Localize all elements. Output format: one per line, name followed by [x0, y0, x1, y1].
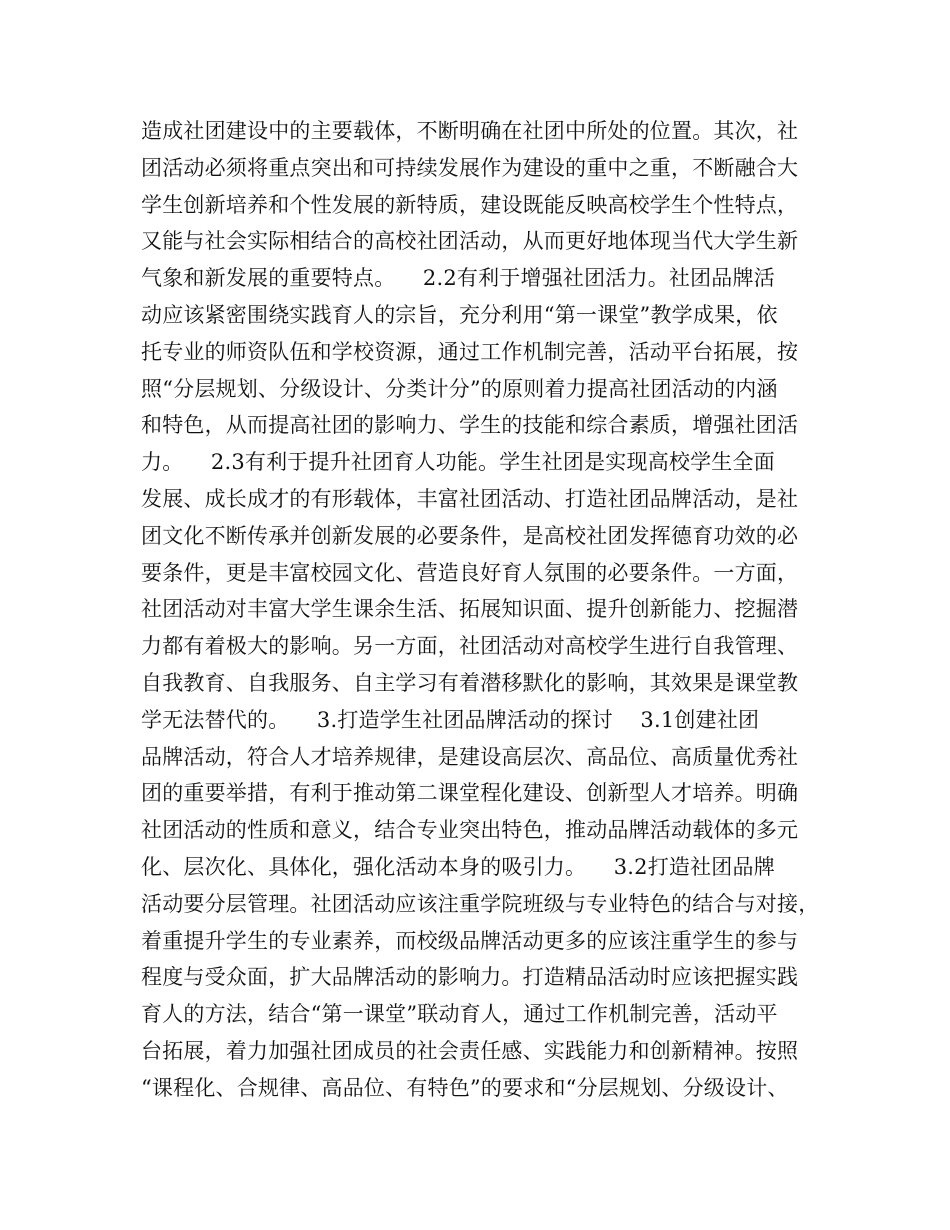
- text-line: 力都有着极大的影响。另一方面，社团活动对高校学生进行自我管理、: [141, 634, 799, 659]
- text-line: 照“分层规划、分级设计、分类计分”的原则着力提高社团活动的内涵: [141, 376, 778, 401]
- text-line: 学生创新培养和个性发展的新特质，建设既能反映高校学生个性特点，: [141, 192, 799, 217]
- text-line: 程度与受众面，扩大品牌活动的影响力。打造精品活动时应该把握实践: [141, 965, 799, 990]
- text-line: 托专业的师资队伍和学校资源，通过工作机制完善，活动平台拓展，按: [141, 339, 799, 364]
- text-line: 力。 2.3有利于提升社团育人功能。学生社团是实现高校学生全面: [141, 450, 775, 475]
- text-line: 气象和新发展的重要特点。 2.2有利于增强社团活力。社团品牌活: [141, 266, 775, 291]
- text-line: 社团活动对丰富大学生课余生活、拓展知识面、提升创新能力、挖掘潜: [141, 597, 799, 622]
- text-line: “课程化、合规律、高品位、有特色”的要求和“分层规划、分级设计、: [141, 1075, 789, 1100]
- text-line: 造成社团建设中的主要载体，不断明确在社团中所处的位置。其次，社: [141, 119, 799, 143]
- text-line: 学无法替代的。 3.打造学生社团品牌活动的探讨 3.1创建社团: [141, 707, 760, 732]
- text-line: 发展、成长成才的有形载体，丰富社团活动、打造社团品牌活动，是社: [141, 486, 799, 511]
- text-line: 社团活动的性质和意义，结合专业突出特色，推动品牌活动载体的多元: [141, 818, 799, 843]
- text-line: 品牌活动，符合人才培养规律，是建设高层次、高品位、高质量优秀社: [141, 744, 799, 769]
- text-line: 化、层次化、具体化，强化活动本身的吸引力。 3.2打造社团品牌: [141, 854, 775, 879]
- text-line: 又能与社会实际相结合的高校社团活动，从而更好地体现当代大学生新: [141, 229, 799, 254]
- body-text: [141, 113, 831, 1107]
- text-line: 自我教育、自我服务、自主学习有着潜移默化的影响，其效果是课堂教: [141, 670, 799, 695]
- text-line: 团的重要举措，有利于推动第二课堂程化建设、创新型人才培养。明确: [141, 781, 799, 806]
- text-line: 着重提升学生的专业素养，而校级品牌活动更多的应该注重学生的参与: [141, 928, 799, 953]
- text-line: 团活动必须将重点突出和可持续发展作为建设的重中之重，不断融合大: [141, 155, 799, 180]
- text-line: 育人的方法，结合“第一课堂”联动育人，通过工作机制完善，活动平: [141, 1002, 778, 1027]
- text-line: 台拓展，着力加强社团成员的社会责任感、实践能力和创新精神。按照: [141, 1038, 799, 1063]
- text-line: 动应该紧密围绕实践育人的宗旨，充分利用“第一课堂”教学成果，依: [141, 302, 778, 327]
- text-line: 和特色，从而提高社团的影响力、学生的技能和综合素质，增强社团活: [141, 413, 799, 438]
- text-line: 要条件，更是丰富校园文化、营造良好育人氛围的必要条件。一方面，: [141, 560, 799, 585]
- text-line: 团文化不断传承并创新发展的必要条件，是高校社团发挥德育功效的必: [141, 523, 799, 548]
- text-line: 活动要分层管理。社团活动应该注重学院班级与专业特色的结合与对接，: [141, 891, 820, 916]
